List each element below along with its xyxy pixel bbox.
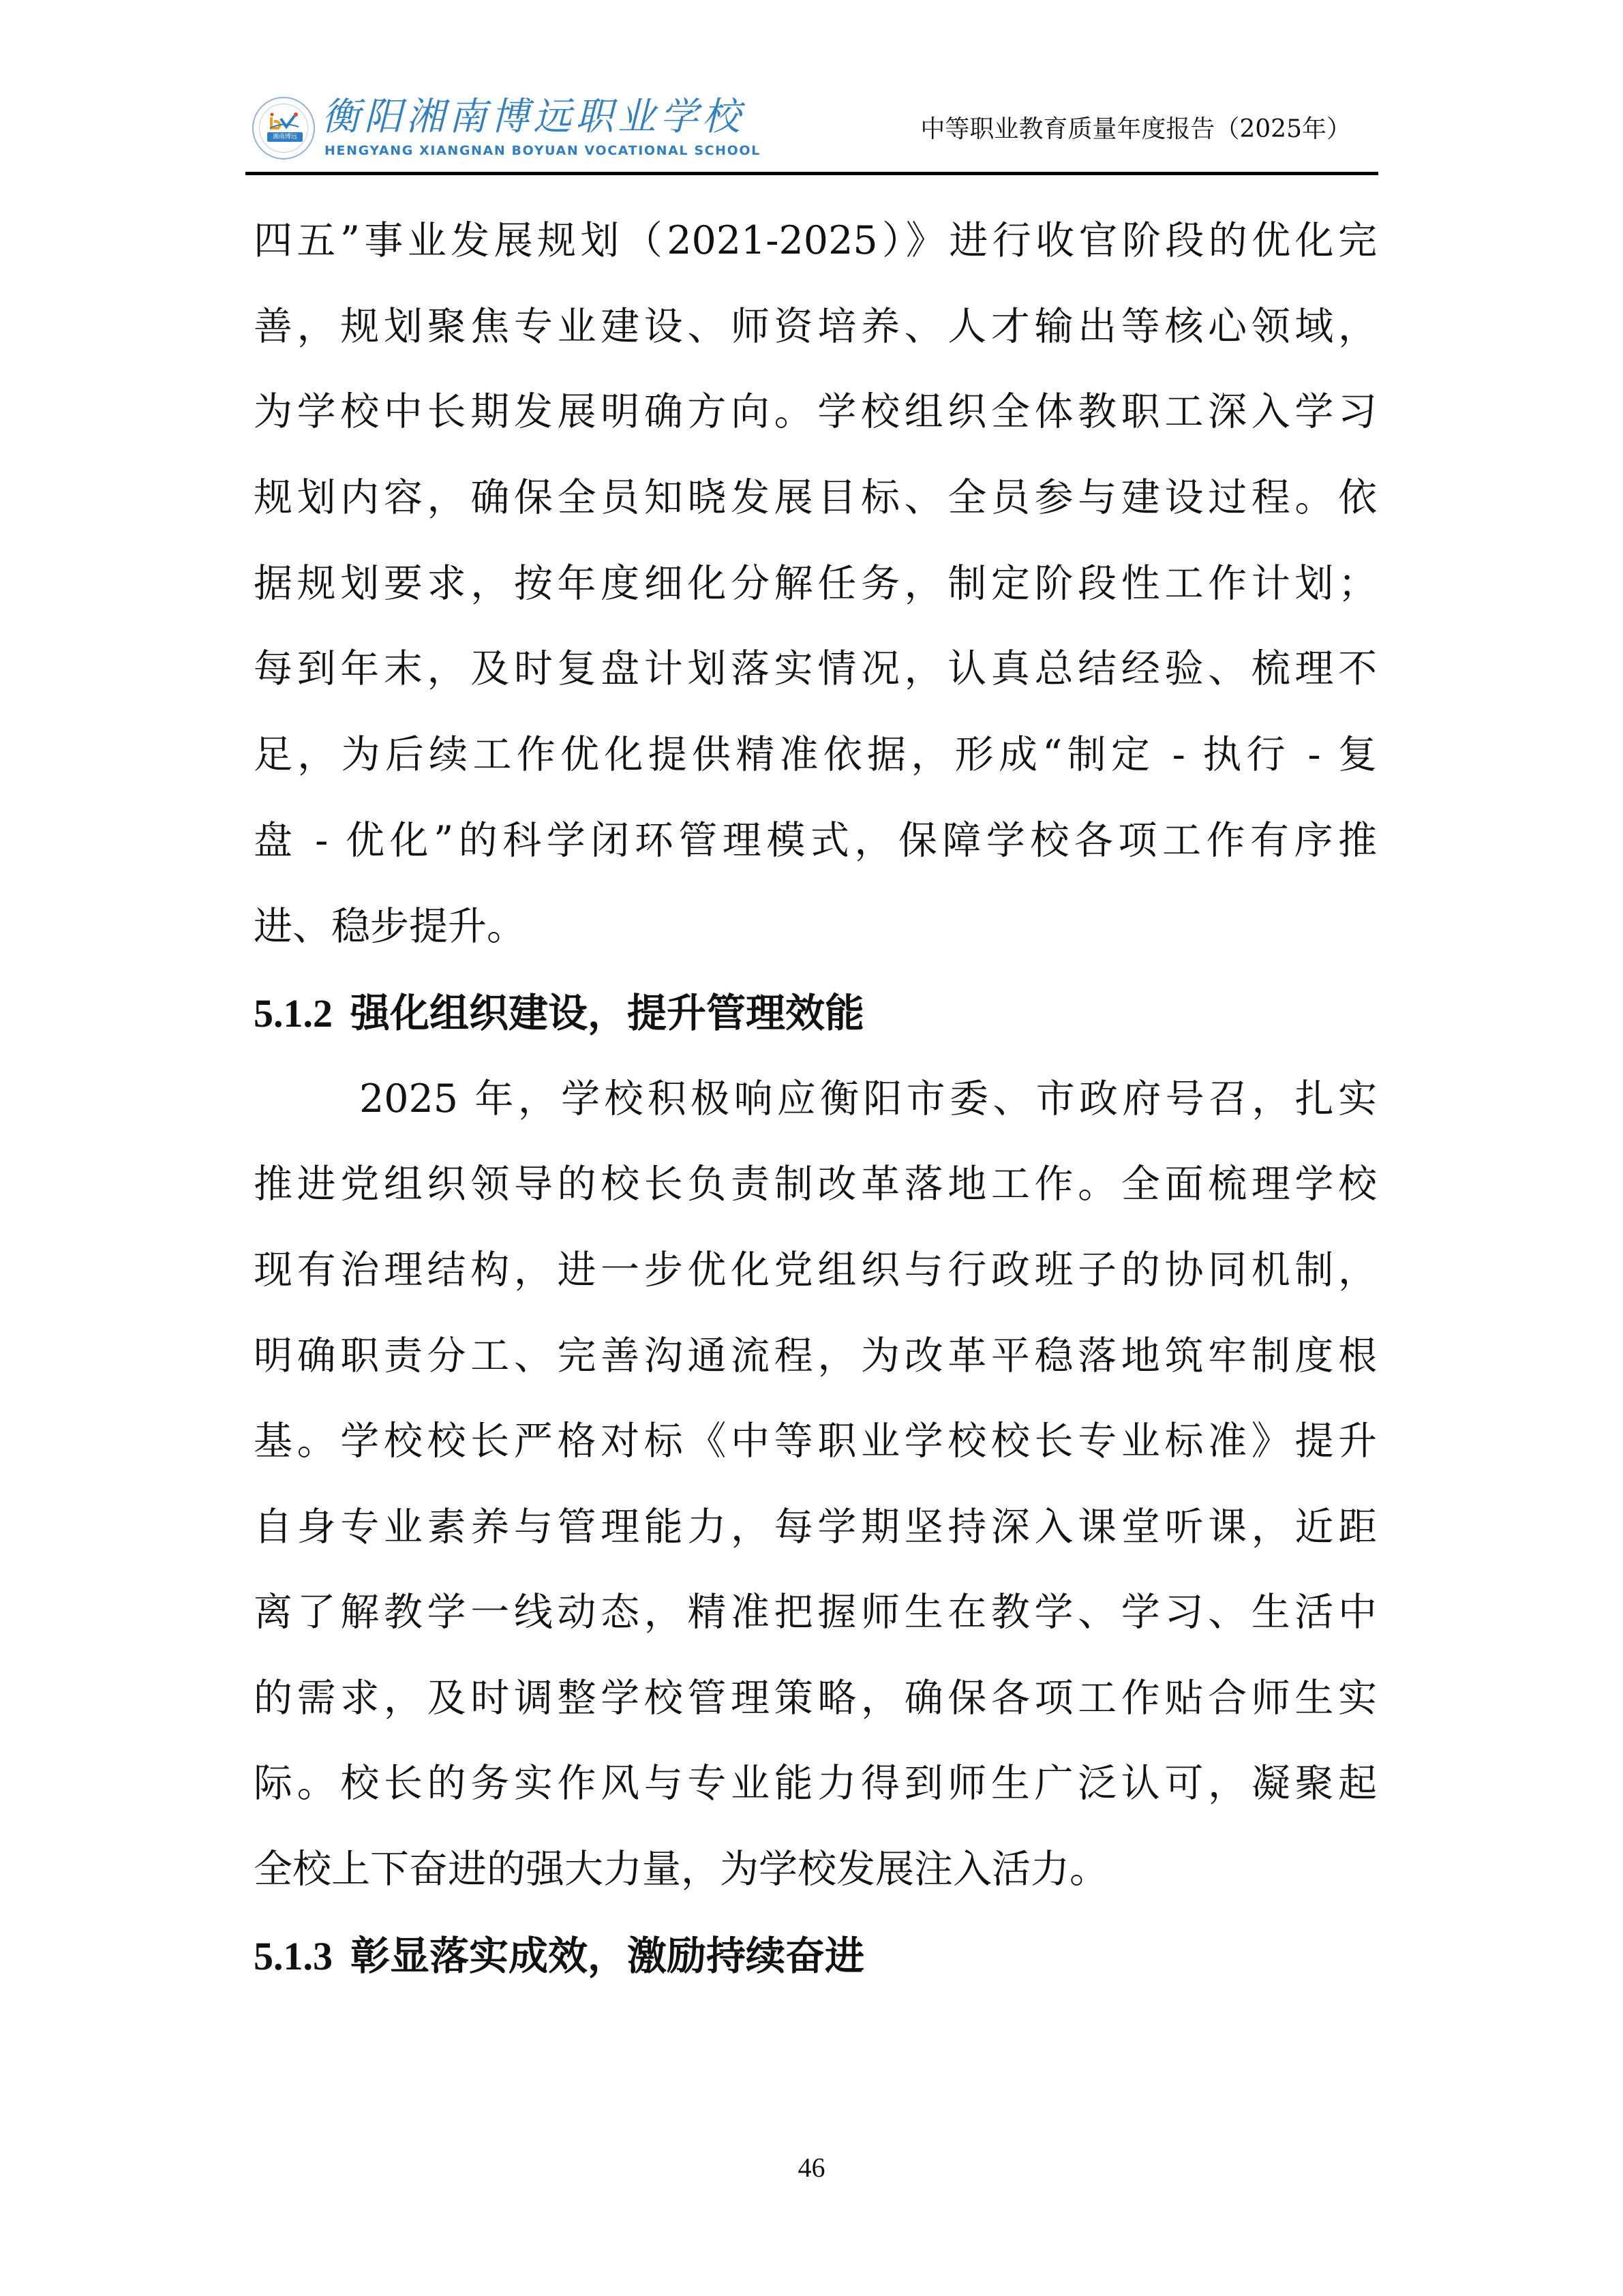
section-heading-5-1-2 [254, 986, 864, 1040]
section-heading-5-1-3 [254, 1929, 864, 1983]
paragraph-line: 善，规划聚焦专业建设、师资培养、人才输出等核心领域， [254, 304, 1377, 349]
paragraph-line: 规划内容，确保全员知晓发展目标、全员参与建设过程。依 [254, 475, 1377, 520]
section-number: 5.1.3 [254, 1934, 333, 1978]
section-title: 彰显落实成效，激励持续奋进 [350, 1933, 865, 1979]
paragraph-line: 自身专业素养与管理能力，每学期坚持深入课堂听课，近距 [254, 1505, 1377, 1550]
paragraph-line: 每到年末，及时复盘计划落实情况，认真总结经验、梳理不 [254, 646, 1377, 691]
paragraph-line: 足，为后续工作优化提供精准依据，形成“制定 - 执行 - 复 [254, 732, 1377, 777]
paragraph-line: 据规划要求，按年度细化分解任务，制定阶段性工作计划； [254, 561, 1377, 606]
section-title: 强化组织建设，提升管理效能 [350, 990, 865, 1036]
emblem-badge: 湘南博远 [267, 132, 303, 142]
paragraph-line: 现有治理结构，进一步优化党组织与行政班子的协同机制， [254, 1248, 1377, 1293]
paragraph-line: 四五”事业发展规划（2021-2025）》进行收官阶段的优化完 [254, 218, 1377, 263]
page-number: 46 [798, 2152, 825, 2183]
header-divider [245, 172, 1378, 175]
emblem-mark-icon [269, 112, 300, 130]
paragraph-line: 基。学校校长严格对标《中等职业学校校长专业标准》提升 [254, 1419, 1377, 1464]
section-number: 5.1.2 [254, 991, 333, 1036]
paragraph-line: 2025 年，学校积极响应衡阳市委、市政府号召，扎实 [359, 1076, 1377, 1121]
school-emblem-icon [252, 97, 315, 160]
paragraph-line: 明确职责分工、完善沟通流程，为改革平稳落地筑牢制度根 [254, 1333, 1377, 1378]
page-header [245, 89, 1378, 177]
paragraph-line: 离了解教学一线动态，精准把握师生在教学、学习、生活中 [254, 1590, 1377, 1635]
paragraph-line: 推进党组织领导的校长负责制改革落地工作。全面梳理学校 [254, 1162, 1377, 1207]
paragraph-line: 进、稳步提升。 [254, 904, 526, 949]
paragraph-line: 全校上下奋进的强大力量，为学校发展注入活力。 [254, 1847, 1108, 1892]
school-logo [245, 94, 761, 169]
report-title: 中等职业教育质量年度报告（2025年） [920, 115, 1351, 143]
paragraph-line: 际。校长的务实作风与专业能力得到师生广泛认可，凝聚起 [254, 1761, 1377, 1806]
paragraph-line: 盘 - 优化”的科学闭环管理模式，保障学校各项工作有序推 [254, 818, 1377, 863]
paragraph-line: 的需求，及时调整学校管理策略，确保各项工作贴合师生实 [254, 1676, 1377, 1721]
paragraph-line: 为学校中长期发展明确方向。学校组织全体教职工深入学习 [254, 389, 1377, 434]
school-name-cn: 衡阳湘南博远职业学校 [322, 95, 744, 139]
school-name-en: HENGYANG XIANGNAN BOYUAN VOCATIONAL SCHOOL [324, 143, 761, 158]
